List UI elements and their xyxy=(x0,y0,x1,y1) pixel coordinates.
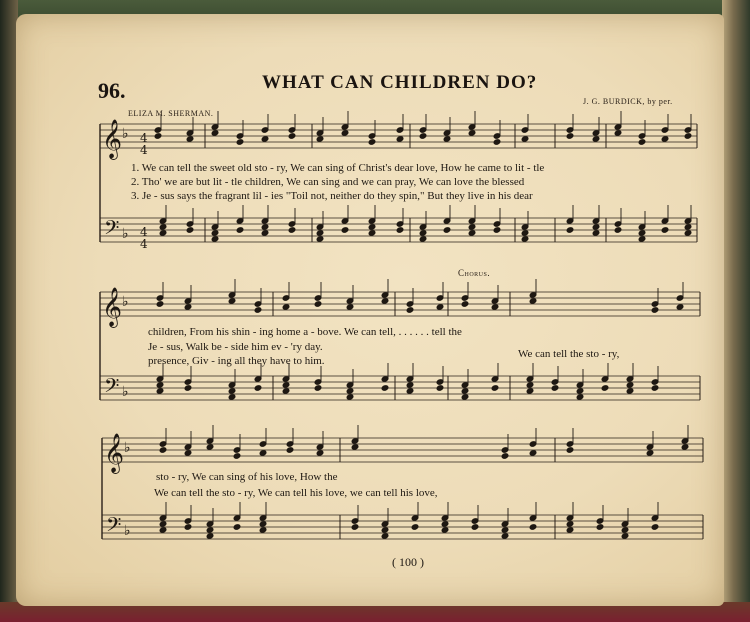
note-head xyxy=(411,524,419,531)
note-head xyxy=(396,136,404,143)
note-head xyxy=(626,388,634,395)
note-head xyxy=(381,385,389,392)
note-head xyxy=(638,139,646,146)
clef-icon: 𝄞 xyxy=(102,287,123,327)
note-head xyxy=(684,230,692,237)
clef-icon: 𝄞 xyxy=(104,433,125,473)
note-head xyxy=(282,304,290,311)
clef-icon: ♭ xyxy=(122,294,129,310)
clef-icon: 𝄞 xyxy=(102,119,123,159)
note-head xyxy=(471,524,479,531)
note-head xyxy=(341,130,349,137)
note-head xyxy=(368,139,376,146)
note-head xyxy=(501,533,509,540)
note-head xyxy=(601,385,609,392)
note-head xyxy=(529,450,537,457)
chorus-bass-lyric-2: We can tell the sto - ry, We can tell his love, we can tell his love, xyxy=(154,487,438,499)
note-head xyxy=(501,453,509,460)
note-head xyxy=(441,521,449,528)
verse-1-continuation: children, From his shin - ing home a - bove. We can tell, . . . . . . tell the xyxy=(148,326,462,338)
note-head xyxy=(576,394,584,401)
page-number: 96. xyxy=(98,78,126,103)
note-head xyxy=(184,450,192,457)
note-head xyxy=(621,533,629,540)
note-head xyxy=(261,224,269,231)
clef-icon: 𝄢 xyxy=(106,513,122,541)
note-head xyxy=(211,230,219,237)
note-head xyxy=(566,133,574,140)
clef-icon: 4 xyxy=(140,225,148,239)
note-head xyxy=(206,533,214,540)
note-head xyxy=(501,527,509,534)
note-head xyxy=(521,236,529,243)
note-head xyxy=(259,521,267,528)
verse-3-line: 3. Je - sus says the fragrant lil - ies "Toil not, neither do they spin," But they live in his dear xyxy=(131,190,533,202)
clef-icon: 4 xyxy=(140,143,148,157)
note-head xyxy=(314,301,322,308)
note-head xyxy=(406,388,414,395)
note-head xyxy=(261,230,269,237)
note-head xyxy=(381,533,389,540)
verse-2-continuation: Je - sus, Walk be - side him ev - 'ry day. xyxy=(148,341,323,353)
clef-icon: ♭ xyxy=(124,440,131,456)
note-head xyxy=(228,298,236,305)
note-head xyxy=(491,304,499,311)
note-head xyxy=(443,227,451,234)
note-head xyxy=(316,230,324,237)
note-head xyxy=(368,230,376,237)
note-head xyxy=(592,230,600,237)
note-head xyxy=(159,527,167,534)
composer-credit: J. G. BURDICK, by per. xyxy=(583,97,673,106)
note-head xyxy=(159,224,167,231)
chorus-bass-lyric: We can tell the sto - ry, xyxy=(518,348,620,360)
note-head xyxy=(441,527,449,534)
note-head xyxy=(651,385,659,392)
clef-icon: ♭ xyxy=(122,384,129,400)
clef-icon: 𝄢 xyxy=(104,216,120,244)
note-head xyxy=(566,527,574,534)
note-head xyxy=(521,230,529,237)
clef-icon: ♭ xyxy=(122,126,129,142)
note-head xyxy=(184,304,192,311)
note-head xyxy=(621,527,629,534)
note-head xyxy=(368,224,376,231)
note-head xyxy=(228,394,236,401)
chorus-label: Chorus. xyxy=(458,268,491,278)
note-head xyxy=(419,236,427,243)
note-head xyxy=(638,236,646,243)
note-head xyxy=(233,453,241,460)
note-head xyxy=(316,236,324,243)
note-head xyxy=(419,230,427,237)
note-head xyxy=(468,224,476,231)
note-head xyxy=(592,224,600,231)
note-head xyxy=(186,136,194,143)
note-head xyxy=(592,136,600,143)
note-head xyxy=(493,139,501,146)
note-head xyxy=(566,227,574,234)
note-head xyxy=(684,224,692,231)
note-head xyxy=(159,521,167,528)
note-head xyxy=(156,388,164,395)
note-head xyxy=(529,298,537,305)
hymn-title: WHAT CAN CHILDREN DO? xyxy=(262,72,538,93)
note-head xyxy=(638,230,646,237)
note-head xyxy=(286,447,294,454)
note-head xyxy=(461,394,469,401)
note-head xyxy=(236,227,244,234)
note-head xyxy=(443,136,451,143)
verse-3-continuation: presence, Giv - ing all they have to him. xyxy=(148,355,325,367)
note-head xyxy=(681,444,689,451)
note-head xyxy=(233,524,241,531)
note-head xyxy=(381,527,389,534)
note-head xyxy=(156,301,164,308)
verse-2-line: 2. Tho' we are but lit - tle children, We can sing and we can pray, We can love the blessed xyxy=(131,176,525,188)
note-head xyxy=(461,301,469,308)
note-head xyxy=(346,394,354,401)
note-head xyxy=(211,236,219,243)
note-head xyxy=(228,388,236,395)
note-head xyxy=(551,385,559,392)
note-head xyxy=(154,133,162,140)
clef-icon: 4 xyxy=(140,237,148,251)
note-head xyxy=(282,382,290,389)
note-head xyxy=(566,447,574,454)
note-head xyxy=(254,385,262,392)
note-head xyxy=(406,307,414,314)
note-head xyxy=(206,444,214,451)
note-head xyxy=(661,136,669,143)
note-head xyxy=(186,227,194,234)
note-head xyxy=(396,227,404,234)
note-head xyxy=(646,450,654,457)
note-head xyxy=(236,139,244,146)
note-head xyxy=(316,136,324,143)
note-head xyxy=(211,130,219,137)
note-head xyxy=(566,521,574,528)
note-head xyxy=(651,307,659,314)
clef-icon: 4 xyxy=(140,131,148,145)
note-head xyxy=(661,227,669,234)
note-head xyxy=(436,304,444,311)
note-head xyxy=(314,385,322,392)
note-head xyxy=(596,524,604,531)
note-head xyxy=(259,527,267,534)
note-head xyxy=(436,385,444,392)
note-head xyxy=(491,385,499,392)
note-head xyxy=(159,447,167,454)
note-head xyxy=(676,304,684,311)
note-head xyxy=(526,382,534,389)
note-head xyxy=(346,388,354,395)
verse-1-line: 1. We can tell the sweet old sto - ry, We can sing of Christ's dear love, How he came to lit - tle xyxy=(131,162,545,174)
note-head xyxy=(529,524,537,531)
note-head xyxy=(254,307,262,314)
note-head xyxy=(461,388,469,395)
note-head xyxy=(576,388,584,395)
note-head xyxy=(316,450,324,457)
note-head xyxy=(406,382,414,389)
note-head xyxy=(351,524,359,531)
note-head xyxy=(493,227,501,234)
note-head xyxy=(159,230,167,237)
note-head xyxy=(651,524,659,531)
note-head xyxy=(521,136,529,143)
clef-icon: ♭ xyxy=(124,523,131,539)
clef-icon: 𝄢 xyxy=(104,374,120,402)
note-head xyxy=(351,444,359,451)
note-head xyxy=(346,304,354,311)
note-head xyxy=(381,298,389,305)
note-head xyxy=(626,382,634,389)
note-head xyxy=(261,136,269,143)
note-head xyxy=(468,130,476,137)
clef-icon: ♭ xyxy=(122,226,129,242)
note-head xyxy=(282,388,290,395)
note-head xyxy=(419,133,427,140)
lyricist-credit: ELIZA M. SHERMAN. xyxy=(128,109,214,118)
note-head xyxy=(684,133,692,140)
note-head xyxy=(259,450,267,457)
footer-page-number: ( 100 ) xyxy=(392,555,424,569)
note-head xyxy=(156,382,164,389)
note-head xyxy=(614,227,622,234)
note-head xyxy=(614,130,622,137)
note-head xyxy=(206,527,214,534)
note-head xyxy=(468,230,476,237)
chorus-treble-lyric: sto - ry, We can sing of his love, How the xyxy=(156,471,338,483)
note-head xyxy=(288,133,296,140)
note-head xyxy=(526,388,534,395)
note-head xyxy=(341,227,349,234)
note-head xyxy=(184,385,192,392)
note-head xyxy=(184,524,192,531)
note-head xyxy=(288,227,296,234)
